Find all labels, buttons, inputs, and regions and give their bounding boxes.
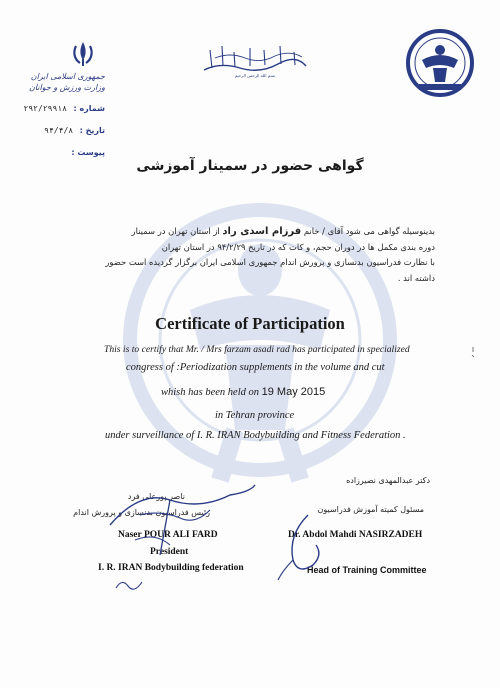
right-signatory-name-en: Dr. Abdol Mahdi NASIRZADEH <box>288 530 423 540</box>
bismillah-text: بسم الله الرحمن الرحيم <box>234 73 276 78</box>
left-signatory-role-fa: رئیس فدراسیون بدنسازی و پرورش اندام <box>73 508 210 517</box>
ministry-line-1: جمهوری اسلامی ایران <box>30 72 105 81</box>
right-signature <box>268 505 348 585</box>
left-signatory-name-en: Naser POUR ALI FARD <box>118 530 218 540</box>
right-signatory-title-en: Head of Training Committee <box>307 565 427 575</box>
english-title: Certificate of Participation <box>155 314 345 333</box>
ministry-line-2: وزارت ورزش و جوانان <box>28 83 105 92</box>
right-signatory-role-fa: مسئول کمیته آموزش فدراسیون <box>317 505 424 514</box>
attachment-label: پیوست : <box>71 148 105 157</box>
left-signature <box>100 470 260 560</box>
left-signatory-org-en: I. R. IRAN Bodybuilding federation <box>98 563 244 573</box>
persian-line-1-post: از استان تهران در سمینار <box>131 226 220 236</box>
persian-line-1-pre: بدینوسیله گواهی می شود آقای / خانم <box>303 226 435 236</box>
number-label: شماره : <box>73 104 105 113</box>
number-value: ۲۹۲/۲۹۹۱۸ <box>23 104 67 113</box>
left-signatory-name-fa: ناصر پورعلی فرد <box>127 492 185 501</box>
event-date: 19 May 2015 <box>261 386 326 398</box>
persian-line-1 <box>55 224 435 240</box>
english-line-2: congress of :Periodization supplements in the volume and cut <box>126 362 385 373</box>
left-initials <box>112 574 152 594</box>
margin-mark <box>470 346 476 358</box>
english-line-1: This is to certify that Mr. / Mrs farzam asadi rad has participated in specialized <box>104 344 410 355</box>
letter-number <box>0 104 105 113</box>
english-line-3-pre: whish has been held on <box>161 387 259 398</box>
persian-line-4: داشته اند . <box>397 272 435 283</box>
participant-name-fa: فرزام اسدی راد <box>222 226 302 237</box>
letter-date <box>0 126 105 135</box>
date-value: ۹۴/۴/۸ <box>44 126 74 135</box>
right-signatory-name-fa: دکتر عبدالمهدی نصیرزاده <box>346 476 430 485</box>
iran-emblem-icon <box>70 40 96 68</box>
left-signatory-title-en: President <box>150 547 189 557</box>
english-line-5: under surveillance of I. R. IRAN Bodybuilding and Fitness Federation . <box>105 430 406 441</box>
english-line-4: in Tehran province <box>215 410 295 421</box>
persian-line-2: دوره بندی مکمل ها در دوران حجم، و کات که در تاریخ ۹۴/۲/۲۹ در استان تهران <box>161 241 435 252</box>
letter-attachment <box>0 148 105 157</box>
persian-paragraph <box>55 224 435 286</box>
federation-logo-icon <box>405 28 475 98</box>
persian-title: گواهی حضور در سمینار آموزشی <box>136 158 364 174</box>
date-label: تاریخ : <box>79 126 105 135</box>
ministry-name <box>10 71 105 93</box>
persian-line-3: با نظارت فدراسیون بدنسازی و پرورش اندام جمهوری اسلامی ایران برگزار گردیده است حضور <box>105 257 435 267</box>
bismillah-calligraphy <box>200 40 310 78</box>
english-line-3 <box>161 386 325 398</box>
